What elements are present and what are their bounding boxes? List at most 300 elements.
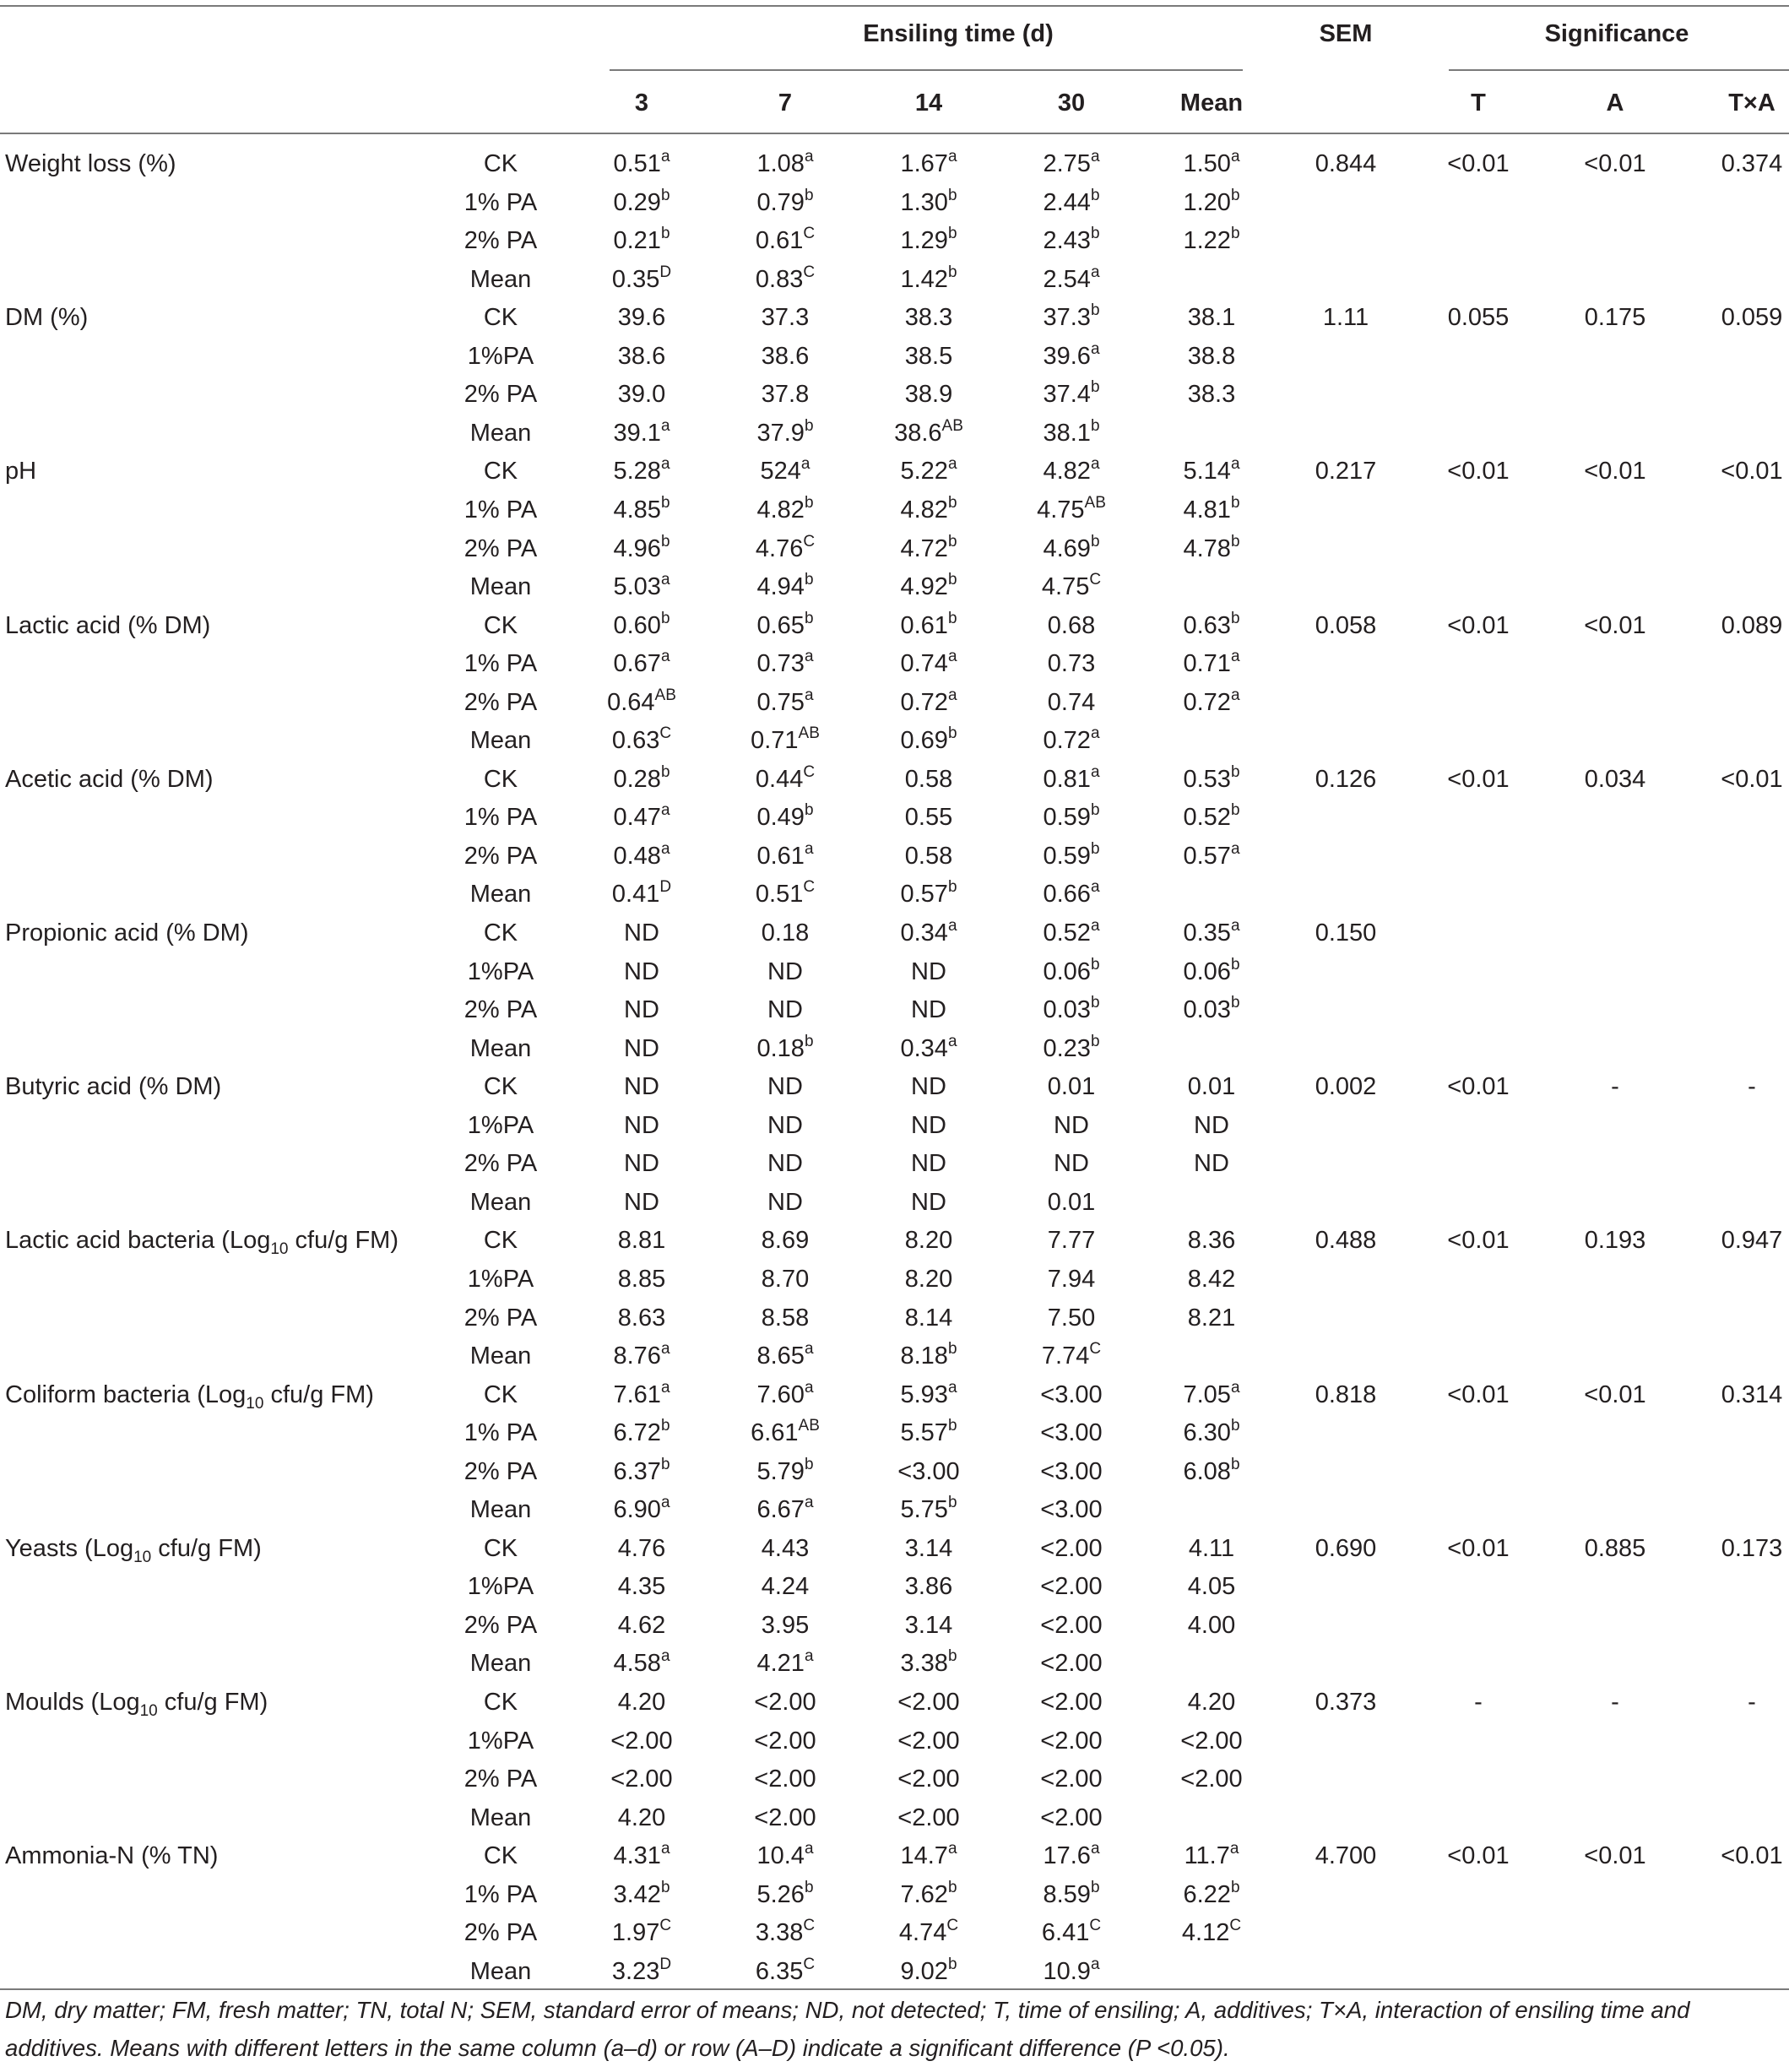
table-cell: ND [911, 957, 946, 985]
significance-letter: b [1230, 1417, 1240, 1435]
significance-letter: a [660, 1378, 670, 1397]
table-cell: 0.57$^a$ [1183, 839, 1240, 870]
treatment-label: CK [483, 1842, 518, 1870]
significance-letter: b [660, 532, 670, 551]
significance-letter: b [660, 1878, 670, 1896]
sig-txa-value: 0.059 [1721, 304, 1783, 332]
table-cell: 0.60$^b$ [613, 609, 670, 639]
table-cell: 3.86 [904, 1573, 953, 1601]
table-cell: <3.00 [1040, 1419, 1103, 1447]
table-cell: <3.00 [1040, 1457, 1103, 1485]
table-cell: 4.82$^b$ [756, 493, 814, 523]
table-cell: 17.6$^a$ [1043, 1840, 1100, 1870]
table-cell: 0.18 [761, 919, 810, 947]
table-cell: 6.22$^b$ [1183, 1878, 1240, 1908]
table-cell: 0.58 [904, 842, 953, 870]
treatment-label: CK [483, 1534, 518, 1562]
table-cell: ND [911, 1073, 946, 1101]
significance-letter: a [804, 648, 814, 666]
significance-letter: a [1090, 762, 1100, 781]
treatment-label: Mean [469, 1034, 532, 1062]
table-cell: 0.03$^b$ [1183, 994, 1240, 1024]
table-cell: 10.9$^a$ [1043, 1955, 1100, 1985]
treatment-label: Mean [469, 1188, 532, 1216]
table-cell: ND [624, 1188, 659, 1216]
treatment-label: 1% PA [464, 188, 538, 216]
table-cell: $4.74^C$ [898, 1917, 959, 1947]
day-7-header: 7 [778, 89, 793, 117]
sig-t-value: - [1474, 1689, 1483, 1716]
treatment-label: 1%PA [467, 1265, 534, 1293]
table-cell: 0.21$^b$ [613, 225, 670, 255]
sem-value: 0.150 [1315, 919, 1377, 947]
treatment-label: 2% PA [464, 1304, 538, 1332]
significance-letter: b [1230, 994, 1240, 1012]
significance-letter: a [947, 648, 957, 666]
table-cell: 0.58 [904, 765, 953, 793]
significance-letter: a [660, 571, 670, 589]
significance-letter: b [1090, 532, 1100, 551]
sig-t-value: <0.01 [1447, 1227, 1510, 1255]
table-cell: <3.00 [1040, 1496, 1103, 1524]
variable-label: DM (%) [5, 304, 89, 332]
table-cell: 524$^a$ [760, 455, 810, 485]
significance-letter: a [1230, 917, 1240, 935]
significance-letter: a [660, 801, 670, 820]
sig-t-value: <0.01 [1447, 1534, 1510, 1562]
sig-a-value: 0.885 [1584, 1534, 1646, 1562]
table-cell: 0.73 [1047, 650, 1096, 678]
sig-txa-value: <0.01 [1721, 765, 1783, 793]
table-cell: 0.65$^b$ [756, 609, 814, 639]
significance-letter: AB [654, 686, 676, 704]
variable-label: Propionic acid (% DM) [5, 919, 249, 947]
table-cell: $7.74^C$ [1041, 1340, 1102, 1370]
sem-value: 0.217 [1315, 458, 1377, 485]
significance-letter: C [803, 263, 816, 281]
table-cell: <2.00 [897, 1804, 960, 1831]
table-cell: 4.35 [617, 1573, 666, 1601]
table-cell: $6.35^C$ [755, 1955, 816, 1985]
table-cell: 0.06$^b$ [1183, 955, 1240, 985]
table-cell: 37.9$^b$ [756, 416, 814, 447]
table-cell: 0.66$^a$ [1043, 878, 1100, 909]
sig-txa-value: 0.314 [1721, 1380, 1783, 1408]
table-cell: $3.23^D$ [611, 1955, 672, 1985]
day-30-header: 30 [1057, 89, 1086, 117]
significance-letter: a [947, 686, 957, 704]
table-cell: 1.50$^a$ [1183, 148, 1240, 177]
significance-letter: a [1090, 455, 1100, 474]
table-cell: 9.02$^b$ [900, 1955, 957, 1985]
table-cell: 39.0 [617, 381, 666, 409]
significance-letter: a [660, 416, 670, 435]
significance-letter: b [660, 1417, 670, 1435]
significance-letter: C [1089, 571, 1102, 589]
table-cell: $0.35^D$ [611, 263, 672, 293]
table-cell: 0.55 [904, 804, 953, 832]
treatment-label: 2% PA [464, 227, 538, 255]
table-cell: 8.18$^b$ [900, 1340, 957, 1370]
table-cell: 38.1 [1187, 304, 1236, 332]
significance-letter: b [1090, 801, 1100, 820]
significance-letter: b [1230, 609, 1240, 627]
sig-txa-value: - [1748, 1073, 1756, 1101]
significance-letter: b [947, 263, 957, 281]
table-cell: 7.61$^a$ [613, 1378, 670, 1408]
treatment-label: CK [483, 1073, 518, 1101]
table-cell: 1.42$^b$ [900, 263, 957, 293]
table-cell: 4.69$^b$ [1043, 532, 1100, 562]
significance-letter: a [1090, 878, 1100, 897]
table-cell: 8.81 [617, 1227, 666, 1255]
treatment-label: 2% PA [464, 996, 538, 1024]
sig-t-value: 0.055 [1447, 304, 1510, 332]
table-cell: 5.26$^b$ [756, 1878, 814, 1908]
table-cell: 0.59$^b$ [1043, 839, 1100, 870]
treatment-label: CK [483, 150, 518, 177]
table-cell: 0.74$^a$ [900, 648, 957, 678]
treatment-label: 2% PA [464, 1150, 538, 1178]
significance-letter: a [660, 1340, 670, 1359]
significance-letter: C [803, 225, 816, 243]
table-cell: 8.20 [904, 1265, 953, 1293]
treatment-label: 2% PA [464, 688, 538, 716]
significance-letter: a [1090, 263, 1100, 281]
table-cell: 8.14 [904, 1304, 953, 1332]
table-cell: 4.94$^b$ [756, 571, 814, 601]
significance-letter: b [947, 724, 957, 743]
table-cell: 1.20$^b$ [1183, 186, 1240, 216]
sig-a-value: - [1611, 1073, 1619, 1101]
significance-letter: a [1090, 339, 1100, 358]
sem-value: 1.11 [1322, 304, 1369, 332]
treatment-label: Mean [469, 1650, 532, 1678]
sig-txa-value: 0.173 [1721, 1534, 1783, 1562]
table-cell: 0.51$^a$ [613, 148, 670, 177]
table-cell: $4.76^C$ [755, 532, 816, 562]
significance-letter: a [660, 1647, 670, 1666]
treatment-label: CK [483, 765, 518, 793]
treatment-label: 2% PA [464, 534, 538, 562]
sem-value: 0.373 [1315, 1689, 1377, 1716]
sig-a-value: 0.175 [1584, 304, 1646, 332]
ensiling-time-header: Ensiling time (d) [863, 20, 1054, 47]
significance-letter: AB [941, 416, 963, 435]
significance-letter: a [1230, 648, 1240, 666]
table-cell: <3.00 [897, 1457, 960, 1485]
significance-letter: a [804, 1340, 814, 1359]
table-cell: 6.90$^a$ [613, 1494, 670, 1524]
significance-letter: D [659, 878, 672, 897]
table-cell: 0.53$^b$ [1183, 762, 1240, 793]
significance-letter: C [659, 724, 672, 743]
table-cell: 3.42$^b$ [613, 1878, 670, 1908]
variable-label: Acetic acid (% DM) [5, 765, 214, 793]
treatment-label: 1%PA [467, 1727, 534, 1755]
table-cell: <2.00 [1040, 1573, 1103, 1601]
table-cell: <2.00 [1040, 1727, 1103, 1755]
significance-letter: C [803, 1917, 816, 1935]
table-cell: 0.75$^a$ [756, 686, 814, 716]
sig-t-value: <0.01 [1447, 1380, 1510, 1408]
table-cell: ND [624, 1034, 659, 1062]
significance-letter: b [1090, 225, 1100, 243]
table-cell: 4.96$^b$ [613, 532, 670, 562]
table-cell: 0.34$^a$ [900, 1032, 957, 1062]
table-cell: 38.1$^b$ [1043, 416, 1100, 447]
table-cell: 7.94 [1047, 1265, 1096, 1293]
significance-letter: b [1230, 1455, 1240, 1473]
sig-t-value: <0.01 [1447, 1073, 1510, 1101]
table-cell: ND [767, 1150, 803, 1178]
table-cell: 8.70 [761, 1265, 810, 1293]
table-cell: 0.81$^a$ [1043, 762, 1100, 793]
table-cell: <2.00 [897, 1727, 960, 1755]
significance-letter: a [660, 648, 670, 666]
table-cell: 0.18$^b$ [756, 1032, 814, 1062]
subscript: 10 [133, 1548, 152, 1566]
table-cell: ND [911, 1111, 946, 1139]
significance-letter: b [947, 532, 957, 551]
significance-letter: b [1090, 839, 1100, 858]
table-cell: 0.68 [1047, 611, 1096, 639]
significance-letter: b [660, 609, 670, 627]
table-cell: 0.59$^b$ [1043, 801, 1100, 832]
table-cell: 0.73$^a$ [756, 648, 814, 678]
table-cell: 1.30$^b$ [900, 186, 957, 216]
table-cell: $6.61^{AB}$ [751, 1417, 820, 1447]
table-cell: 0.03$^b$ [1043, 994, 1100, 1024]
table-cell: ND [1054, 1150, 1089, 1178]
significance-letter: b [1090, 186, 1100, 204]
table-cell: 10.4$^a$ [756, 1840, 814, 1870]
significance-letter: b [947, 878, 957, 897]
table-cell: <2.00 [1180, 1766, 1243, 1793]
table-cell: $0.63^C$ [611, 724, 672, 755]
significance-letter: a [1090, 724, 1100, 743]
ensiling-time-underline [610, 69, 1243, 71]
significance-letter: b [947, 1878, 957, 1896]
table-cell: <2.00 [754, 1689, 816, 1716]
table-cell: $0.51^C$ [755, 878, 816, 909]
significance-letter: a [800, 455, 810, 474]
sig-txa-value: - [1748, 1689, 1756, 1716]
table-cell: 0.01 [1047, 1073, 1096, 1101]
significance-letter: b [660, 225, 670, 243]
table-cell: 37.3 [761, 304, 810, 332]
sig-a-value: <0.01 [1584, 458, 1646, 485]
sem-value: 0.488 [1315, 1227, 1377, 1255]
significance-letter: b [804, 801, 814, 820]
significance-letter: a [804, 1840, 814, 1858]
sig-t-value: <0.01 [1447, 150, 1510, 177]
table-cell: 2.54$^a$ [1043, 263, 1100, 293]
significance-letter: b [1090, 1032, 1100, 1050]
table-cell: 0.61$^a$ [756, 839, 814, 870]
table-cell: 1.08$^a$ [756, 148, 814, 177]
table-cell: 5.79$^b$ [756, 1455, 814, 1485]
significance-letter: b [804, 1878, 814, 1896]
treatment-label: Mean [469, 881, 532, 909]
table-cell: 4.82$^a$ [1043, 455, 1100, 485]
table-cell: $0.71^{AB}$ [751, 724, 820, 755]
treatment-label: CK [483, 304, 518, 332]
table-cell: 0.67$^a$ [613, 648, 670, 678]
sig-a-value: <0.01 [1584, 150, 1646, 177]
table-bottom-rule [0, 1988, 1789, 1990]
table-cell: 8.36 [1187, 1227, 1236, 1255]
table-cell: 4.21$^a$ [756, 1647, 814, 1678]
treatment-label: Mean [469, 727, 532, 755]
significance-letter: C [1089, 1340, 1102, 1359]
treatment-label: Mean [469, 1957, 532, 1985]
table-cell: 8.69 [761, 1227, 810, 1255]
treatment-label: 1%PA [467, 1111, 534, 1139]
sig-a-value: <0.01 [1584, 1380, 1646, 1408]
sem-value: 0.818 [1315, 1380, 1377, 1408]
significance-letter: a [1230, 1378, 1240, 1397]
table-cell: 4.76 [617, 1534, 666, 1562]
table-cell: 0.35$^a$ [1183, 917, 1240, 947]
significance-letter: a [1230, 686, 1240, 704]
sig-a-value: 0.034 [1584, 765, 1646, 793]
sig-a-value: - [1611, 1689, 1619, 1716]
table-cell: $1.97^C$ [611, 1917, 672, 1947]
sig-t-value: <0.01 [1447, 765, 1510, 793]
sig-txa-value: <0.01 [1721, 458, 1783, 485]
significance-letter: b [947, 1955, 957, 1973]
treatment-label: 2% PA [464, 1611, 538, 1639]
table-cell: 8.42 [1187, 1265, 1236, 1293]
table-cell: 7.77 [1047, 1227, 1096, 1255]
treatment-label: CK [483, 611, 518, 639]
table-cell: 39.6$^a$ [1043, 339, 1100, 370]
table-cell: <2.00 [897, 1689, 960, 1716]
treatment-label: Mean [469, 265, 532, 293]
significance-letter: a [804, 686, 814, 704]
table-cell: $38.6^{AB}$ [894, 416, 963, 447]
table-cell: 6.08$^b$ [1183, 1455, 1240, 1485]
significance-letter: b [660, 493, 670, 512]
treatment-label: 2% PA [464, 1457, 538, 1485]
variable-label: Lactic acid (% DM) [5, 611, 211, 639]
table-cell: 5.57$^b$ [900, 1417, 957, 1447]
significance-letter: D [659, 263, 672, 281]
table-cell: 39.1$^a$ [613, 416, 670, 447]
significance-letter: a [660, 839, 670, 858]
significance-header: Significance [1544, 20, 1689, 47]
mean-header: Mean [1179, 89, 1244, 117]
table-cell: 6.30$^b$ [1183, 1417, 1240, 1447]
significance-letter: a [947, 1840, 957, 1858]
table-footnote: DM, dry matter; FM, fresh matter; TN, total N; SEM, standard error of means; ND, not detected; T, time of ensiling; A, additives; T×A, interaction of ensiling time and additives. Means with different letters in the same column (a–d) or row (A–D) indicate a significant difference (P <0.05). [5, 1997, 1690, 2061]
table-cell: $0.44^C$ [755, 762, 816, 793]
table-cell: 1.22$^b$ [1183, 225, 1240, 255]
table-cell: 8.20 [904, 1227, 953, 1255]
significance-letter: a [660, 1840, 670, 1858]
table-cell: 5.75$^b$ [900, 1494, 957, 1524]
table-cell: $4.75^{AB}$ [1037, 493, 1106, 523]
table-cell: 0.74 [1047, 688, 1096, 716]
table-cell: <2.00 [1040, 1689, 1103, 1716]
significance-letter: b [1090, 994, 1100, 1012]
significance-letter: b [947, 1647, 957, 1666]
table-cell: 4.43 [761, 1534, 810, 1562]
table-cell: 5.28$^a$ [613, 455, 670, 485]
significance-letter: a [804, 1494, 814, 1512]
significance-letter: b [1090, 301, 1100, 320]
table-cell: ND [911, 1188, 946, 1216]
significance-letter: b [1230, 1878, 1240, 1896]
table-cell: $0.64^{AB}$ [607, 686, 676, 716]
significance-letter: b [660, 1455, 670, 1473]
table-cell: <3.00 [1040, 1380, 1103, 1408]
treatment-label: Mean [469, 1342, 532, 1370]
table-cell: 11.7$^a$ [1184, 1840, 1239, 1870]
table-cell: 4.20 [617, 1689, 666, 1716]
table-cell: 0.49$^b$ [756, 801, 814, 832]
sig-t-value: <0.01 [1447, 1842, 1510, 1870]
table-cell: 0.01 [1047, 1188, 1096, 1216]
day-14-header: 14 [914, 89, 943, 117]
table-cell: 0.48$^a$ [613, 839, 670, 870]
significance-letter: b [804, 571, 814, 589]
treatment-label: 1% PA [464, 496, 538, 523]
table-cell: 0.29$^b$ [613, 186, 670, 216]
significance-letter: a [804, 839, 814, 858]
treatment-label: Mean [469, 1804, 532, 1831]
significance-letter: C [803, 1955, 816, 1973]
table-cell: 5.14$^a$ [1183, 455, 1240, 485]
treatment-label: 1% PA [464, 650, 538, 678]
significance-letter: a [804, 1647, 814, 1666]
table-cell: 6.67$^a$ [756, 1494, 814, 1524]
significance-letter: b [947, 1494, 957, 1512]
treatment-label: CK [483, 1380, 518, 1408]
significance-letter: b [947, 609, 957, 627]
table-cell: 0.06$^b$ [1043, 955, 1100, 985]
table-cell: 8.76$^a$ [613, 1340, 670, 1370]
table-cell: $3.38^C$ [755, 1917, 816, 1947]
treatment-label: Mean [469, 419, 532, 447]
treatment-label: 1% PA [464, 1880, 538, 1908]
sig-txa-value: 0.374 [1721, 150, 1783, 177]
sem-value: 0.002 [1315, 1073, 1377, 1101]
sem-value: 0.690 [1315, 1534, 1377, 1562]
significance-letter: b [1090, 1878, 1100, 1896]
significance-letter: a [1229, 1840, 1239, 1858]
variable-label: Coliform bacteria (Log$_{10}$ cfu/g FM) [5, 1380, 374, 1413]
significance-letter: b [1230, 493, 1240, 512]
significance-letter: a [1230, 148, 1240, 165]
treatment-label: 1%PA [467, 957, 534, 985]
table-cell: 8.85 [617, 1265, 666, 1293]
table-cell: 0.47$^a$ [613, 801, 670, 832]
table-cell: ND [1194, 1111, 1229, 1139]
table-cell: 38.6 [617, 342, 666, 370]
sig-a-value: <0.01 [1584, 1842, 1646, 1870]
sig-txa-value: 0.947 [1721, 1227, 1783, 1255]
table-cell: 3.14 [904, 1534, 953, 1562]
significance-letter: a [947, 1032, 957, 1050]
table-cell: $4.75^C$ [1041, 571, 1102, 601]
treatment-label: CK [483, 1689, 518, 1716]
table-cell: 0.28$^b$ [613, 762, 670, 793]
header-bottom-rule [0, 133, 1789, 134]
significance-letter: a [947, 148, 957, 165]
table-cell: 0.52$^a$ [1043, 917, 1100, 947]
